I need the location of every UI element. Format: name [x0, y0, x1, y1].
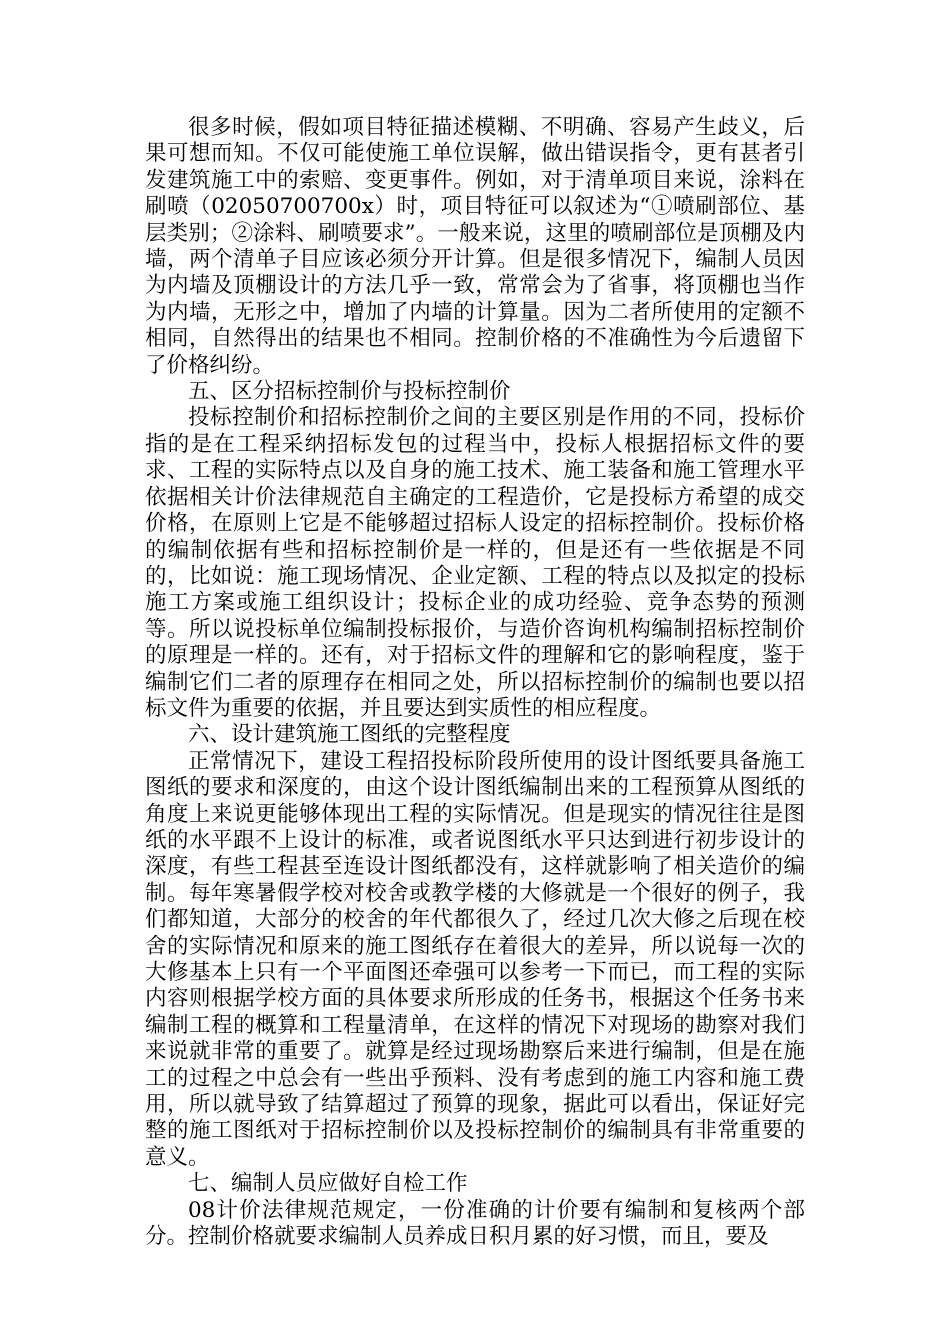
- document-page: [145, 115, 805, 1250]
- paragraph-drawing-completeness: 正常情况下，建设工程招投标阶段所使用的设计图纸要具备施工图纸的要求和深度的，由这个设计图纸编制出来的工程预算从图纸的角度上来说更能够体现出工程的实际情况。但是现实的情况往往是图纸的水平跟不上设计的标准，或者说图纸水平只达到进行初步设计的深度，有些工程甚至连设计图纸都没有，这样就影响了相关造价的编制。每年寒暑假学校对校舍或教学楼的大修就是一个很好的例子，我们都知道，大部分的校舍的年代都很久了，经过几次大修之后现在校舍的实际情况和原来的施工图纸存在着很大的差异，所以说每一次的大修基本上只有一个平面图还牵强可以参考一下而已，而工程的实际内容则根据学校方面的具体要求所形成的任务书，根据这个任务书来编制工程的概算和工程量清单，在这样的情况下对现场的勘察对我们来说就非常的重要了。就算是经过现场勘察后来进行编制，但是在施工的过程之中总会有一些出乎预料、没有考虑到的施工内容和施工费用，所以就导致了结算超过了预算的现象，据此可以看出，保证好完整的施工图纸对于招标控制价以及投标控制价的编制具有非常重要的意义。: [145, 748, 805, 1170]
- section-heading-7: 七、编制人员应做好自检工作: [188, 1171, 468, 1197]
- paragraph-bid-price-difference: 投标控制价和招标控制价之间的主要区别是作用的不同，投标价指的是在工程采纳招标发包的过程当中，投标人根据招标文件的要求、工程的实际特点以及自身的施工技术、施工装备和施工管理水平依据相关计价法律规范自主确定的工程造价，它是投标方希望的成交价格，在原则上它是不能够超过招标人设定的招标控制价。投标价格的编制依据有些和招标控制价是一样的，但是还有一些依据是不同的，比如说：施工现场情况、企业定额、工程的特点以及拟定的投标施工方案或施工组织设计；投标企业的成功经验、竞争态势的预测等。所以说投标单位编制投标报价，与造价咨询机构编制招标控制价的原理是一样的。还有，对于招标文件的理解和它的影响程度，鉴于编制它们二者的原理存在相同之处，所以招标控制价的编制也要以招标文件为重要的依据，并且要达到实质性的相应程度。: [145, 405, 805, 721]
- paragraph-project-features: 很多时候，假如项目特征描述模糊、不明确、容易产生歧义，后果可想而知。不仅可能使施工单位误解，做出错误指令，更有甚者引发建筑施工中的索赔、变更事件。例如，对于清单项目来说，涂料在刷喷（02050700700x）时，项目特征可以叙述为“①喷刷部位、基层类别；②涂料、刷喷要求”。一般来说，这里的喷刷部位是顶棚及内墙，两个清单子目应该必须分开计算。但是很多情况下，编制人员因为内墙及顶棚设计的方法几乎一致，常常会为了省事，将顶棚也当作为内墙，无形之中，增加了内墙的计算量。因为二者所使用的定额不相同，自然得出的结果也不相同。控制价格的不准确性为今后遗留下了价格纠纷。: [145, 115, 805, 378]
- paragraph-self-check: 08计价法律规范规定，一份准确的计价要有编制和复核两个部分。控制价格就要求编制人员养成日积月累的好习惯，而且，要及: [145, 1197, 805, 1250]
- section-heading-5: 五、区分招标控制价与投标控制价: [188, 379, 511, 405]
- section-heading-6: 六、设计建筑施工图纸的完整程度: [188, 722, 511, 748]
